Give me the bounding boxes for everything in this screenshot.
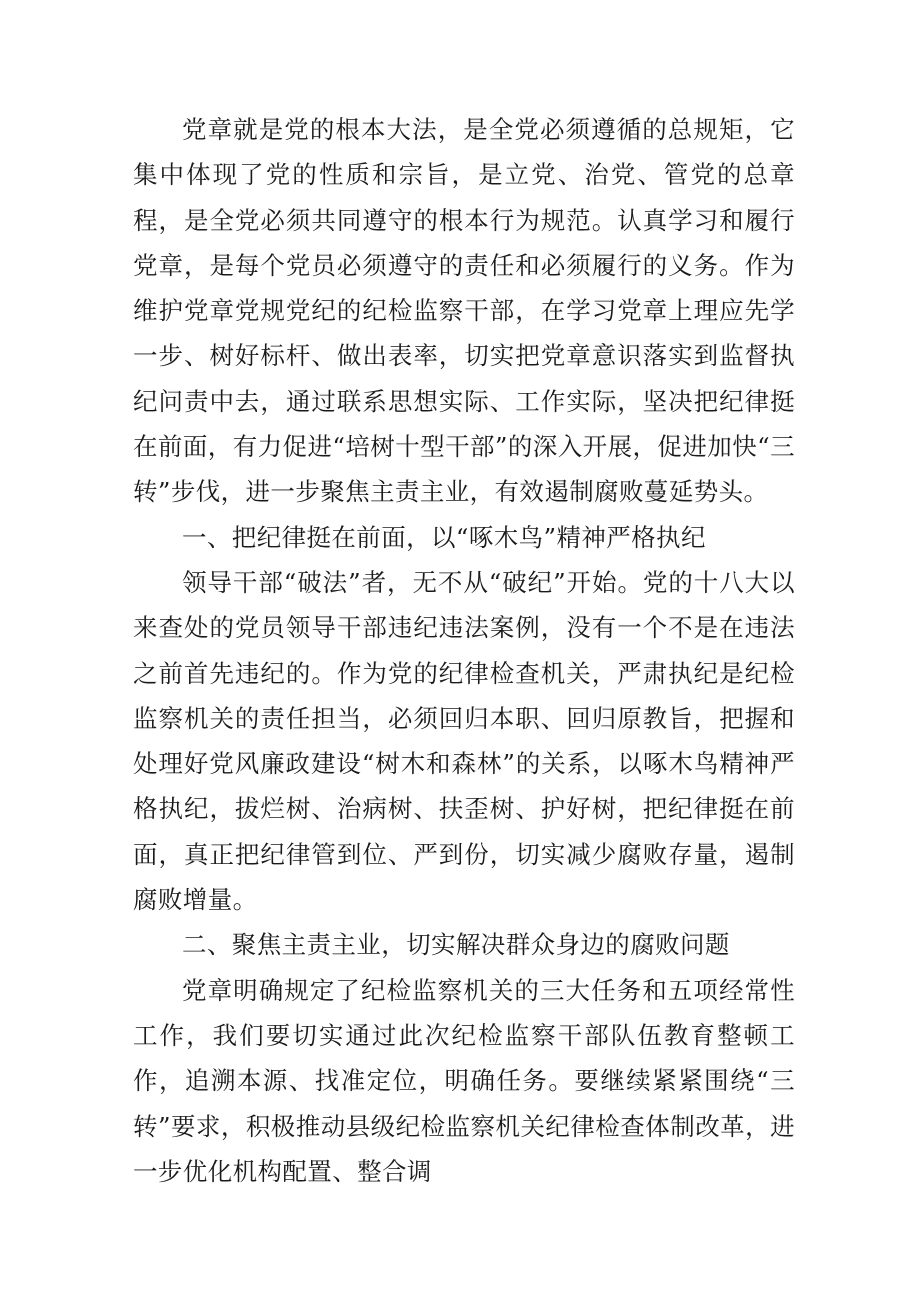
intro-paragraph: 党章就是党的根本大法，是全党必须遵循的总规矩，它集中体现了党的性质和宗旨，是立党、治党、管党的总章程，是全党必须共同遵守的根本行为规范。认真学习和履行党章，是每个党员必须遵守的责任和必须履行的义务。作为维护党章党规党纪的纪检监察干部，在学习党章上理应先学一步、树好标杆、做出表率，切实把党章意识落实到监督执纪问责中去，通过联系思想实际、工作实际，坚决把纪律挺在前面，有力促进“培树十型干部”的深入开展，促进加快“三转”步伐，进一步聚焦主责主业，有效遏制腐败蔓延势头。 <box>133 115 795 507</box>
section-heading-2: 二、聚焦主责主业，切实解决群众身边的腐败问题 <box>182 930 730 960</box>
section-2-paragraph: 党章明确规定了纪检监察机关的三大任务和五项经常性工作，我们要切实通过此次纪检监察干部队伍教育整顿工作，追溯本源、找准定位，明确任务。要继续紧紧围绕“三转”要求，积极推动县级纪检监察机关纪律检查体制改革，进一步优化机构配置、整合调 <box>133 975 795 1186</box>
document-body <box>133 107 795 1194</box>
section-1-paragraph: 领导干部“破法”者，无不从“破纪”开始。党的十八大以来查处的党员领导干部违纪违法案例，没有一个不是在违法之前首先违纪的。作为党的纪律检查机关，严肃执纪是纪检监察机关的责任担当，必须回归本职、回归原教旨，把握和处理好党风廉政建设“树木和森林”的关系，以啄木鸟精神严格执纪，拔烂树、治病树、扶歪树、护好树，把纪律挺在前面，真正把纪律管到位、严到份，切实减少腐败存量，遏制腐败增量。 <box>133 567 795 915</box>
section-heading-1: 一、把纪律挺在前面，以“啄木鸟”精神严格执纪 <box>182 522 706 552</box>
